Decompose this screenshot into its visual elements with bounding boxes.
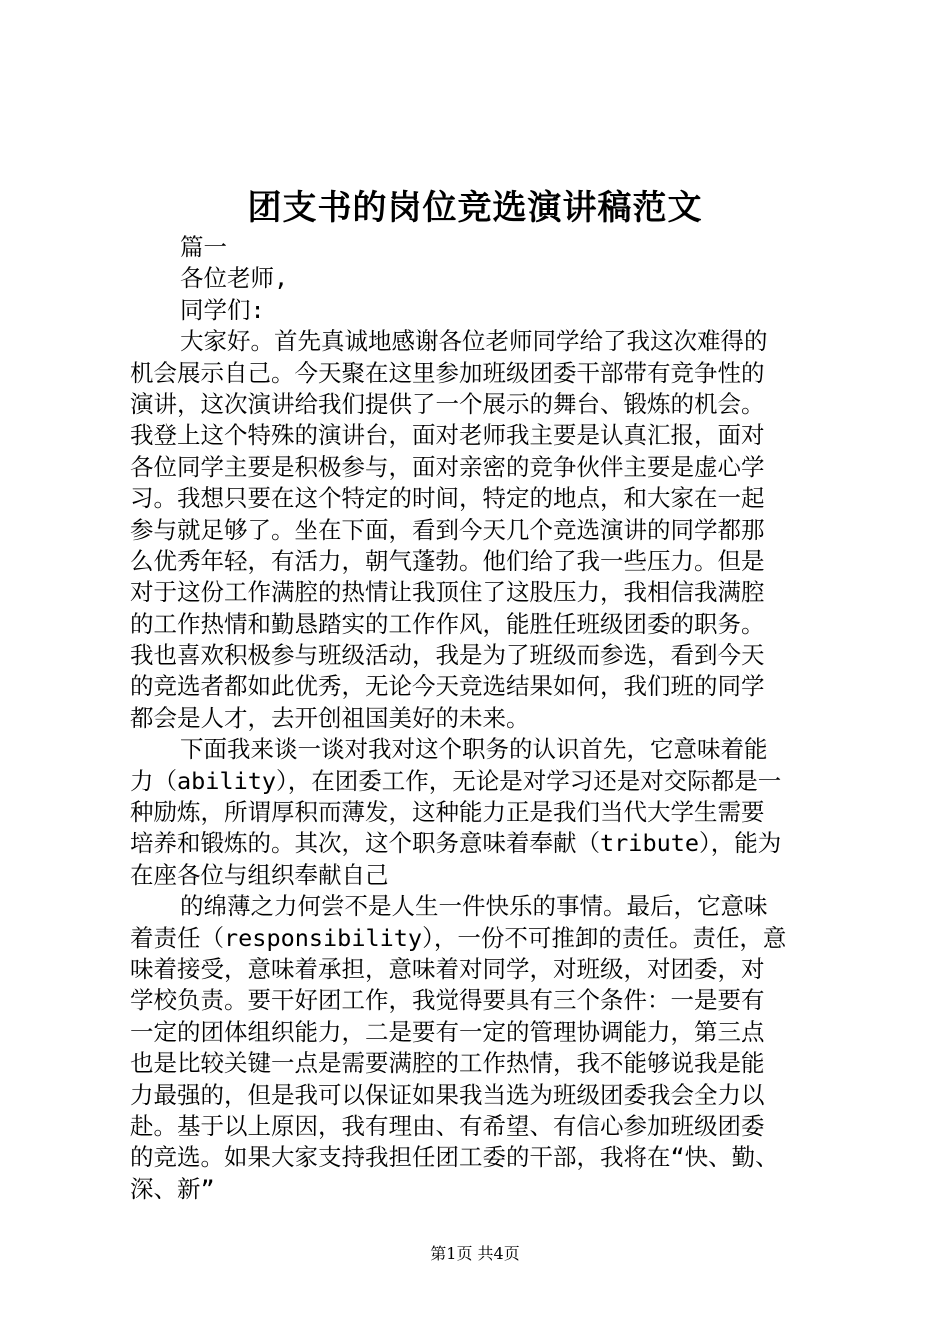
document-body	[130, 232, 830, 1205]
text-line: 味着接受，意味着承担，意味着对同学，对班级，对团委，对	[130, 954, 765, 983]
text-line: 我也喜欢积极参与班级活动，我是为了班级而参选，看到今天	[130, 641, 765, 670]
text-line: 力最强的，但是我可以保证如果我当选为班级团委我会全力以	[130, 1080, 765, 1109]
text-line: 种励炼，所谓厚积而薄发，这种能力正是我们当代大学生需要	[130, 798, 765, 827]
text-line: 都会是人才，去开创祖国美好的未来。	[130, 703, 530, 732]
text-line: 各位老师,	[180, 264, 289, 293]
text-line: 深、新”	[130, 1174, 215, 1203]
text-line: 培养和锻炼的。其次，这个职务意味着奉献（tribute），能为	[130, 829, 782, 858]
text-line: 力（ability），在团委工作，无论是对学习还是对交际都是一	[130, 766, 782, 795]
text-line: 同学们:	[180, 295, 265, 324]
text-line: 赴。基于以上原因，我有理由、有希望、有信心参加班级团委	[130, 1111, 765, 1140]
text-line: 各位同学主要是积极参与，面对亲密的竞争伙伴主要是虚心学	[130, 452, 765, 481]
text-line: 我登上这个特殊的演讲台，面对老师我主要是认真汇报，面对	[130, 421, 765, 450]
text-line: 学校负责。要干好团工作，我觉得要具有三个条件：一是要有	[130, 986, 765, 1015]
text-line: 的工作热情和勤恳踏实的工作作风，能胜任班级团委的职务。	[130, 609, 765, 638]
text-line: 对于这份工作满腔的热情让我顶住了这股压力，我相信我满腔	[130, 578, 765, 607]
text-line: 习。我想只要在这个特定的时间，特定的地点，和大家在一起	[130, 484, 765, 513]
text-line: 大家好。首先真诚地感谢各位老师同学给了我这次难得的	[180, 327, 768, 356]
text-line: 篇一	[180, 233, 227, 261]
document-title: 团支书的岗位竞选演讲稿范文	[247, 188, 703, 228]
text-line: 下面我来谈一谈对我对这个职务的认识首先，它意味着能	[180, 735, 768, 764]
text-line: 么优秀年轻，有活力，朝气蓬勃。他们给了我一些压力。但是	[130, 546, 765, 575]
text-line: 在座各位与组织奉献自己	[130, 860, 389, 889]
text-line: 机会展示自己。今天聚在这里参加班级团委干部带有竞争性的	[130, 358, 765, 387]
text-line: 着责任（responsibility），一份不可推卸的责任。责任，意	[130, 923, 787, 952]
page-number: 第1页 共4页	[430, 1244, 520, 1263]
text-line: 参与就足够了。坐在下面，看到今天几个竞选演讲的同学都那	[130, 515, 765, 544]
text-line: 也是比较关键一点是需要满腔的工作热情，我不能够说我是能	[130, 1049, 765, 1078]
text-line: 演讲，这次演讲给我们提供了一个展示的舞台、锻炼的机会。	[130, 389, 765, 418]
text-line: 的竞选者都如此优秀，无论今天竞选结果如何，我们班的同学	[130, 672, 765, 701]
text-line: 的绵薄之力何尝不是人生一件快乐的事情。最后，它意味	[180, 892, 768, 921]
text-line: 的竞选。如果大家支持我担任团工委的干部，我将在“快、勤、	[130, 1143, 779, 1172]
text-line: 一定的团体组织能力，二是要有一定的管理协调能力，第三点	[130, 1017, 765, 1046]
